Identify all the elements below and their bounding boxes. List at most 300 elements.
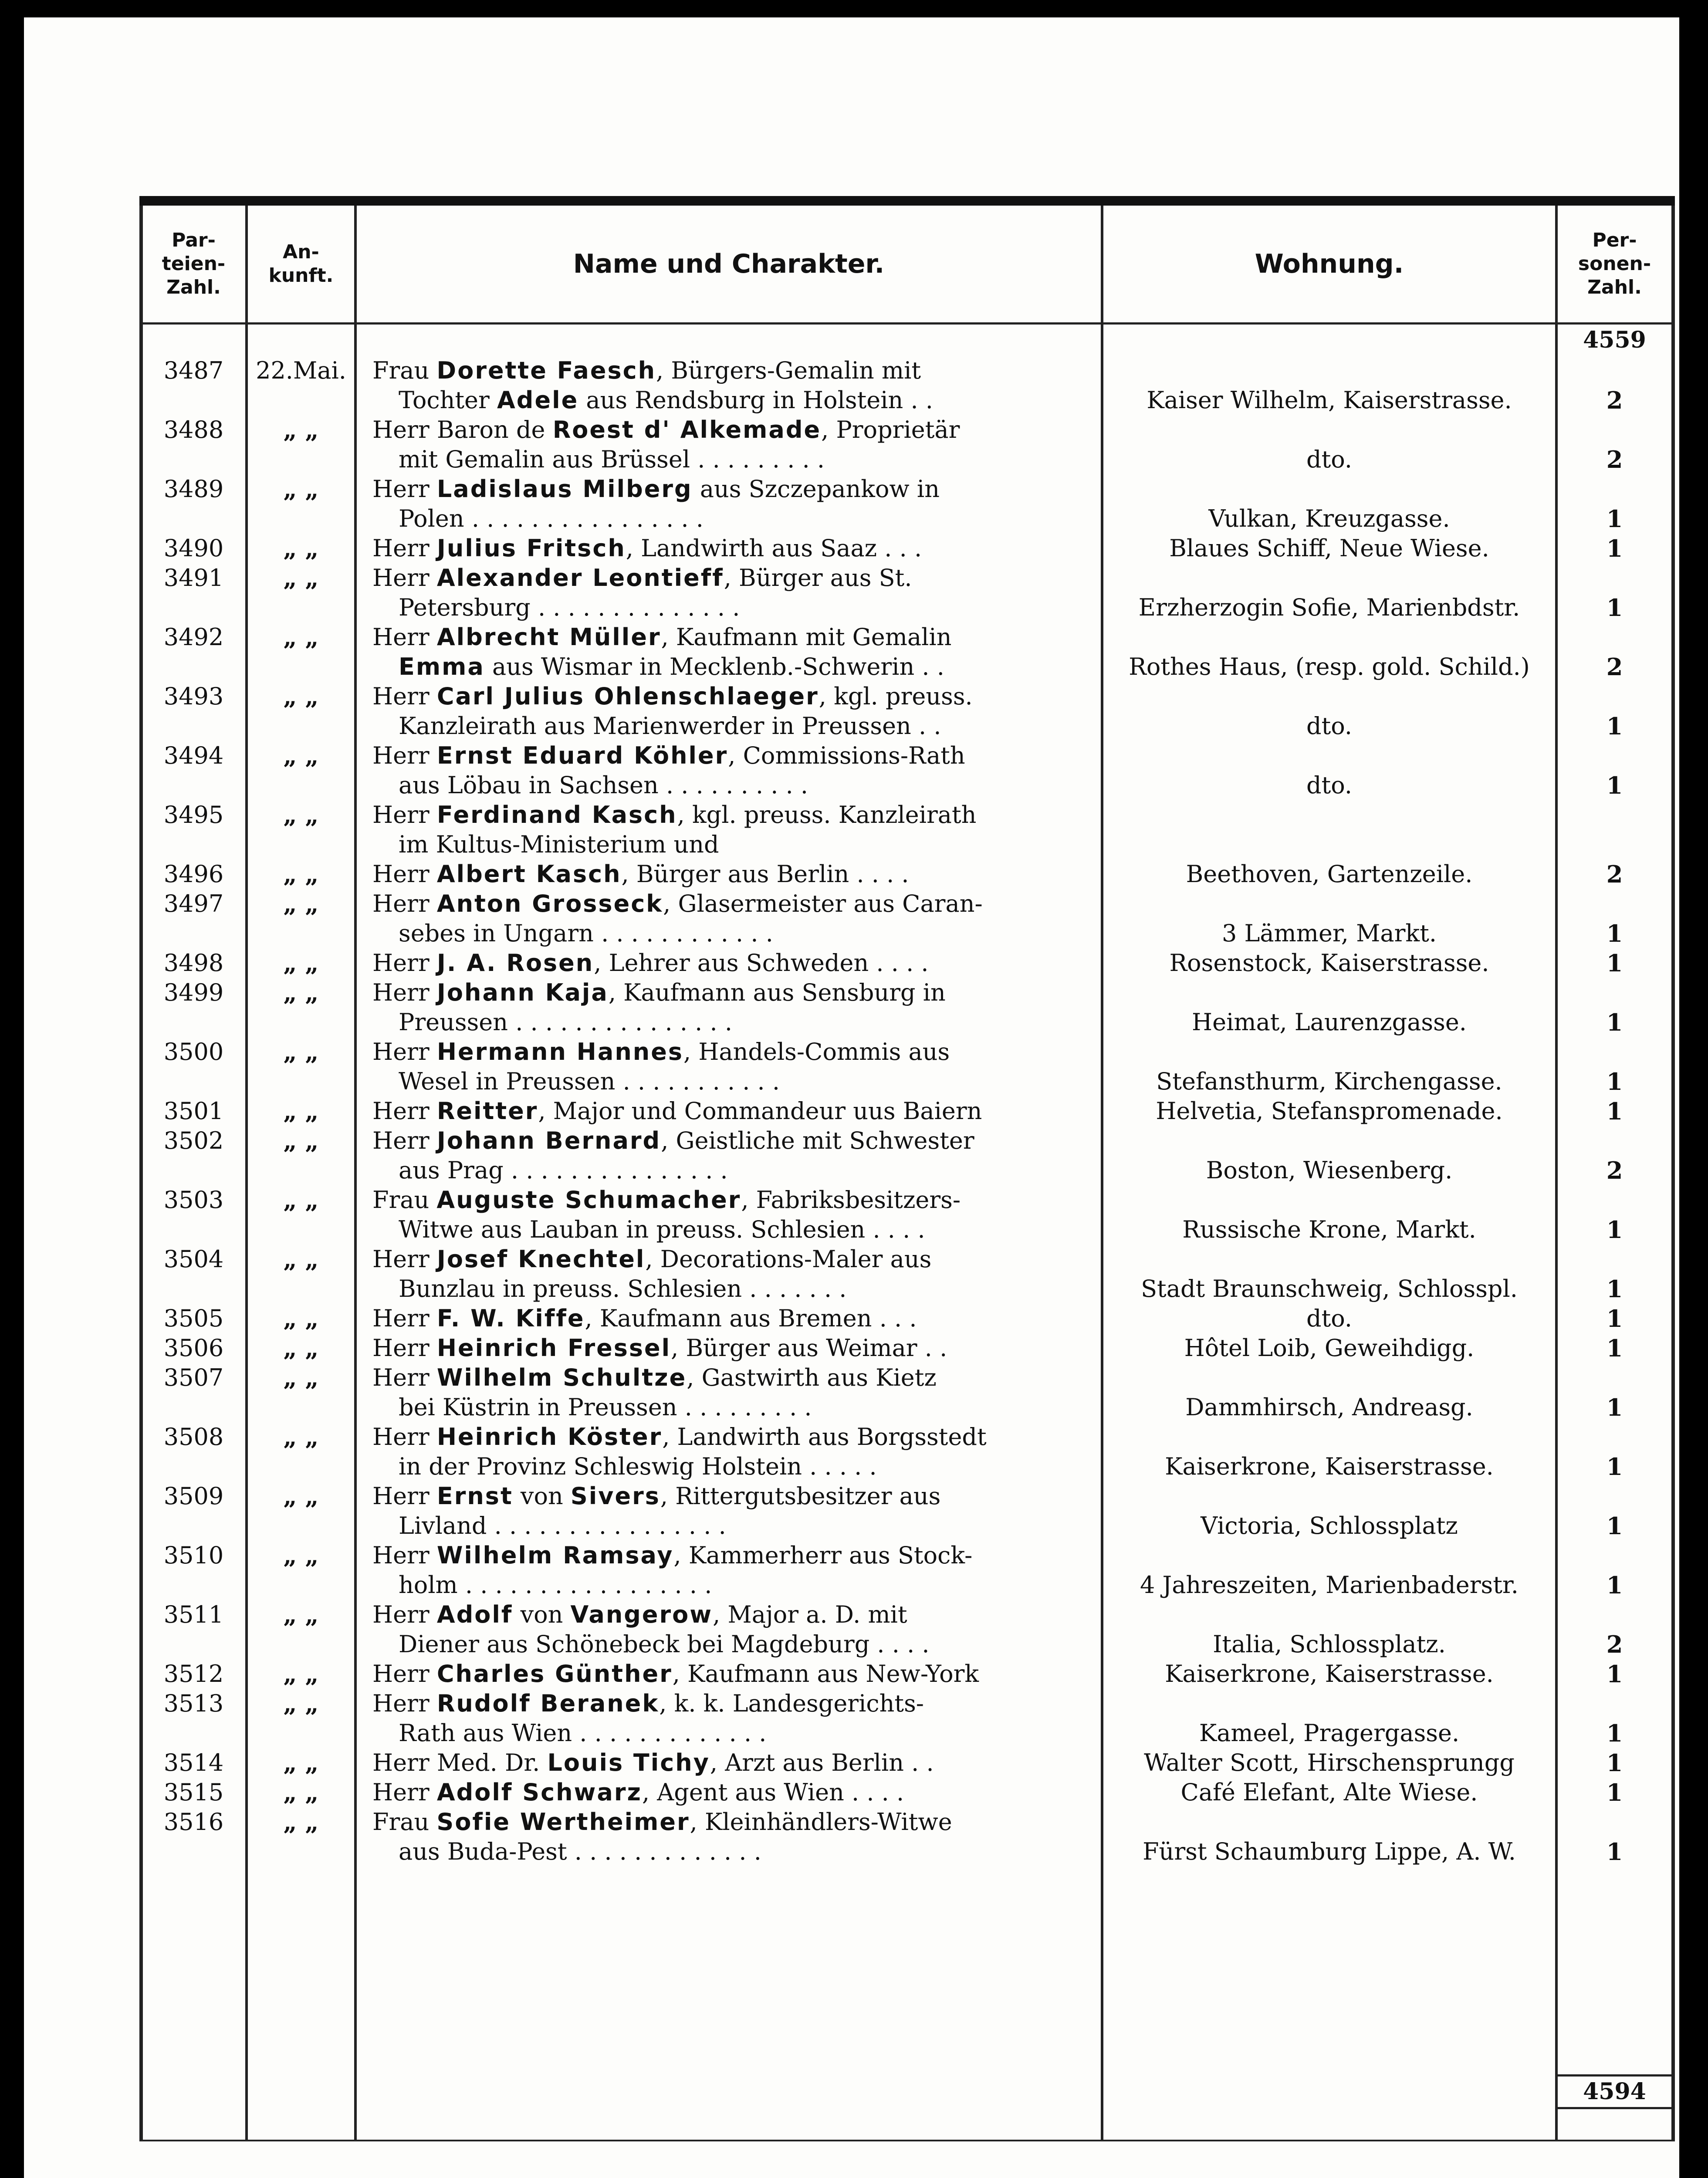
arrival-date: „ „ [283, 1749, 319, 1777]
arrival-date: „ „ [283, 1660, 319, 1688]
name-text: , Geistliche mit Schwester [661, 1127, 974, 1154]
name-text: mit Gemalin aus Brüssel . . . . . . . . . [399, 446, 825, 473]
person-count: 1 [1606, 712, 1623, 740]
lodging: Vulkan, Kreuzgasse. [1208, 505, 1450, 532]
lodging: Russische Krone, Markt. [1182, 1216, 1476, 1243]
name-text: Herr [372, 860, 437, 888]
header-name: Name und Charakter. [573, 249, 885, 279]
guest-name-character [372, 889, 1096, 948]
table-row [139, 1304, 1675, 1333]
name-text: Diener aus Schönebeck bei Magdeburg . . . . [399, 1630, 930, 1658]
lodging: dto. [1306, 771, 1352, 799]
lodging: Beethoven, Gartenzeile. [1186, 860, 1473, 888]
name-text: Herr [372, 1127, 437, 1154]
person-count: 1 [1606, 920, 1623, 947]
person-count: 1 [1606, 1097, 1623, 1125]
guest-name-character [372, 978, 1096, 1037]
name-line [372, 474, 1096, 504]
row-number: 3495 [163, 801, 224, 829]
name-text: aus Buda-Pest . . . . . . . . . . . . . [399, 1838, 761, 1865]
person-count: 1 [1606, 949, 1623, 977]
guest-surname: Wilhelm Ramsay [436, 1542, 674, 1569]
name-line [372, 652, 1096, 682]
table-row [139, 356, 1675, 415]
arrival-date: „ „ [283, 683, 319, 710]
table-row [139, 1659, 1675, 1689]
name-text: Polen . . . . . . . . . . . . . . . . [399, 505, 703, 532]
name-line [372, 1185, 1096, 1215]
name-line [372, 1570, 1096, 1600]
name-text: Herr [372, 1423, 437, 1451]
guest-name-character [372, 1600, 1096, 1659]
name-text: Herr [372, 1364, 437, 1391]
guest-name-character [372, 415, 1096, 474]
guest-surname: Rudolf Beranek [436, 1690, 660, 1717]
guest-surname: Heinrich Fressel [436, 1334, 671, 1362]
guest-name-character [372, 622, 1096, 682]
row-number: 3515 [163, 1779, 224, 1806]
name-text: aus Löbau in Sachsen . . . . . . . . . . [399, 771, 808, 799]
arrival-date: „ „ [283, 1245, 319, 1273]
guest-name-character [372, 1333, 1096, 1363]
lodging: Helvetia, Stefanspromenade. [1156, 1097, 1503, 1125]
table-row [139, 1363, 1675, 1422]
table-row [139, 948, 1675, 978]
register-page [24, 17, 1679, 2178]
row-number: 3497 [163, 890, 224, 917]
lodging: dto. [1306, 712, 1352, 740]
guest-surname: Hermann Hannes [436, 1038, 683, 1065]
row-number: 3500 [163, 1038, 224, 1065]
sum-box [1558, 2074, 1671, 2109]
arrival-date: „ „ [283, 1423, 319, 1451]
arrival-date: „ „ [283, 1542, 319, 1569]
name-text: , Arzt aus Berlin . . [710, 1749, 934, 1776]
name-line [372, 1096, 1096, 1126]
lodging: Kaiserkrone, Kaiserstrasse. [1165, 1660, 1494, 1688]
person-count: 2 [1606, 653, 1623, 681]
name-line [372, 622, 1096, 652]
row-number: 3516 [163, 1808, 224, 1836]
name-line [372, 563, 1096, 593]
name-line [372, 593, 1096, 622]
arrival-date: „ „ [283, 890, 319, 918]
guest-surname: Auguste Schumacher [436, 1186, 741, 1214]
row-number: 3501 [163, 1097, 224, 1125]
guest-name-character [372, 1185, 1096, 1245]
name-text: Herr [372, 1542, 437, 1569]
guest-surname: Heinrich Köster [436, 1423, 663, 1451]
guest-name-character [372, 1037, 1096, 1096]
name-text: , Kaufmann aus Bremen . . . [585, 1305, 917, 1332]
name-line [372, 1422, 1096, 1452]
lodging: Kaiserkrone, Kaiserstrasse. [1165, 1453, 1494, 1480]
arrival-date: „ „ [283, 1482, 319, 1510]
guest-name-character [372, 1096, 1096, 1126]
guest-name-character [372, 682, 1096, 741]
guest-surname: Josef Knechtel [436, 1245, 646, 1273]
name-text: , Kammerherr aus Stock- [673, 1542, 973, 1569]
row-number: 3504 [163, 1245, 224, 1273]
table-row [139, 1481, 1675, 1541]
name-text: von [513, 1601, 571, 1628]
arrival-date: „ „ [283, 742, 319, 770]
person-count: 1 [1606, 1334, 1623, 1362]
guest-name-character [372, 1807, 1096, 1867]
name-text: Frau [372, 1186, 437, 1214]
arrival-date: „ „ [283, 623, 319, 651]
guest-surname: Anton Grosseck [436, 890, 663, 917]
row-number: 3502 [163, 1127, 224, 1154]
person-count: 2 [1606, 1630, 1623, 1658]
table-row [139, 889, 1675, 948]
name-text: aus Prag . . . . . . . . . . . . . . . [399, 1157, 728, 1184]
row-number: 3513 [163, 1690, 224, 1717]
guest-register-table [139, 196, 1675, 2141]
name-text: Herr [372, 1097, 437, 1125]
guest-surname: Reitter [436, 1097, 538, 1125]
guest-surname: Julius Fritsch [436, 534, 626, 562]
guest-name-character [372, 1541, 1096, 1600]
row-number: 3512 [163, 1660, 224, 1688]
name-text: Herr [372, 683, 437, 710]
person-count: 1 [1606, 534, 1623, 562]
guest-name-character [372, 474, 1096, 534]
name-text: , Proprietär [821, 416, 960, 443]
guest-surname: Alexander Leontieff [436, 564, 724, 592]
arrival-date: „ „ [283, 564, 319, 592]
person-count: 1 [1606, 1216, 1623, 1244]
name-text: Herr Med. Dr. [372, 1749, 548, 1776]
name-line [372, 1333, 1096, 1363]
name-line [372, 1481, 1096, 1511]
arrival-date: „ „ [283, 1779, 319, 1806]
name-text: Herr [372, 1334, 437, 1362]
guest-name-character [372, 1126, 1096, 1185]
name-text: , Bürgers-Gemalin mit [656, 357, 921, 384]
arrival-date: „ „ [283, 1808, 319, 1836]
lodging: Dammhirsch, Andreasg. [1185, 1393, 1473, 1421]
name-line [372, 1600, 1096, 1630]
person-count: 2 [1606, 446, 1623, 473]
name-line [372, 1511, 1096, 1541]
name-text: Herr [372, 1038, 437, 1065]
name-text: , Landwirth aus Borgsstedt [662, 1423, 987, 1451]
guest-surname: J. A. Rosen [436, 949, 594, 977]
row-number: 3499 [163, 979, 224, 1006]
name-text: Herr [372, 1305, 437, 1332]
name-line [372, 919, 1096, 948]
guest-surname: F. W. Kiffe [436, 1305, 585, 1332]
name-line [372, 859, 1096, 889]
name-text: Preussen . . . . . . . . . . . . . . . [399, 1008, 732, 1036]
name-text: Rath aus Wien . . . . . . . . . . . . . [399, 1719, 767, 1747]
arrival-date: „ „ [283, 1601, 319, 1629]
guest-surname: Sivers [570, 1482, 660, 1510]
name-text: , Glasermeister aus Caran- [663, 890, 983, 917]
name-line [372, 1037, 1096, 1067]
name-text: aus Szczepankow in [692, 475, 940, 503]
name-line [372, 711, 1096, 741]
arrival-date: „ „ [283, 1364, 319, 1392]
guest-surname: Carl Julius Ohlenschlaeger [436, 683, 819, 710]
guest-surname: Louis Tichy [547, 1749, 710, 1776]
name-text: Herr [372, 564, 437, 592]
name-text: Herr [372, 801, 437, 829]
row-number: 3514 [163, 1749, 224, 1776]
name-line [372, 978, 1096, 1008]
table-row [139, 1807, 1675, 1867]
guest-surname: Ferdinand Kasch [436, 801, 677, 829]
name-text: Herr [372, 949, 437, 977]
name-line [372, 830, 1096, 859]
name-text: sebes in Ungarn . . . . . . . . . . . . [399, 920, 773, 947]
name-text: Bunzlau in preuss. Schlesien . . . . . . . [399, 1275, 847, 1302]
arrival-date: „ „ [283, 1127, 319, 1155]
lodging: Walter Scott, Hirschensprungg [1144, 1749, 1515, 1776]
guest-surname: Albrecht Müller [436, 623, 661, 651]
row-number: 3493 [163, 683, 224, 710]
row-number: 3496 [163, 860, 224, 888]
person-count: 1 [1606, 1719, 1623, 1747]
name-text: Wesel in Preussen . . . . . . . . . . . [399, 1068, 780, 1095]
name-text: Herr [372, 534, 437, 562]
name-text: , Major und Commandeur uus Baiern [538, 1097, 982, 1125]
name-text: , k. k. Landesgerichts- [659, 1690, 924, 1717]
row-number: 3503 [163, 1186, 224, 1214]
lodging: Hôtel Loib, Geweihdigg. [1184, 1334, 1475, 1362]
arrival-date: „ „ [283, 534, 319, 562]
name-text: Herr [372, 1660, 437, 1688]
name-text: , Kleinhändlers-Witwe [690, 1808, 952, 1836]
person-count: 1 [1606, 1779, 1623, 1806]
arrival-date: 22.Mai. [256, 357, 346, 384]
name-text: , Kaufmann mit Gemalin [661, 623, 952, 651]
name-line [372, 1541, 1096, 1570]
arrival-date: „ „ [283, 860, 319, 888]
table-row [139, 800, 1675, 859]
table-row [139, 682, 1675, 741]
name-line [372, 534, 1096, 563]
name-line [372, 1452, 1096, 1481]
lodging: Kaiser Wilhelm, Kaiserstrasse. [1147, 386, 1512, 414]
name-text: , Handels-Commis aus [683, 1038, 950, 1065]
guest-surname: Ernst [436, 1482, 513, 1510]
person-count: 1 [1606, 1068, 1623, 1096]
table-row [139, 1748, 1675, 1778]
name-line [372, 445, 1096, 474]
row-number: 3509 [163, 1482, 224, 1510]
guest-name-character [372, 1481, 1096, 1541]
name-line [372, 889, 1096, 919]
table-row [139, 978, 1675, 1037]
person-count: 2 [1606, 386, 1623, 414]
lodging: 4 Jahreszeiten, Marienbaderstr. [1140, 1571, 1519, 1599]
name-line [372, 386, 1096, 415]
lodging: Victoria, Schlossplatz [1201, 1512, 1458, 1539]
person-count: 2 [1606, 1157, 1623, 1184]
name-text: Tochter [399, 386, 497, 414]
lodging: Rosenstock, Kaiserstrasse. [1169, 949, 1489, 977]
person-count: 1 [1606, 1393, 1623, 1421]
lodging: Erzherzogin Sofie, Marienbdstr. [1138, 594, 1520, 621]
table-row [139, 563, 1675, 622]
name-text: in der Provinz Schleswig Holstein . . . . . [399, 1453, 877, 1480]
lodging: Heimat, Laurenzgasse. [1192, 1008, 1467, 1036]
arrival-date: „ „ [283, 1690, 319, 1718]
table-header [139, 206, 1675, 325]
name-text: , Lehrer aus Schweden . . . . [594, 949, 929, 977]
name-line [372, 682, 1096, 711]
name-line [372, 1126, 1096, 1156]
name-line [372, 1837, 1096, 1867]
guest-surname: Adolf [436, 1601, 513, 1628]
name-line [372, 800, 1096, 830]
name-text: Herr [372, 1779, 437, 1806]
guest-name-character [372, 356, 1096, 415]
guest-surname: Dorette Faesch [436, 357, 656, 384]
name-line [372, 1215, 1096, 1245]
name-text: Herr [372, 742, 437, 769]
table-row [139, 534, 1675, 563]
name-text: Frau [372, 1808, 437, 1836]
table-row [139, 1600, 1675, 1659]
name-text: aus Rendsburg in Holstein . . [578, 386, 933, 414]
person-count: 1 [1606, 1512, 1623, 1540]
header-ankunft: An- kunft. [268, 241, 334, 287]
arrival-date: „ „ [283, 1334, 319, 1362]
table-row [139, 1185, 1675, 1245]
name-text: , Kaufmann aus New-York [672, 1660, 979, 1688]
guest-name-character [372, 1304, 1096, 1333]
name-line [372, 1304, 1096, 1333]
guest-surname: Sofie Wertheimer [436, 1808, 690, 1836]
name-line [372, 504, 1096, 534]
person-count: 1 [1606, 771, 1623, 799]
name-line [372, 1778, 1096, 1807]
guest-name-character [372, 563, 1096, 622]
guest-surname: Johann Kaja [436, 979, 609, 1006]
guest-surname: Wilhelm Schultze [436, 1364, 687, 1391]
table-row [139, 859, 1675, 889]
name-text: , Major a. D. mit [713, 1601, 907, 1628]
guest-surname: Vangerow [570, 1601, 713, 1628]
name-line [372, 1393, 1096, 1422]
guest-name-character [372, 1422, 1096, 1481]
guest-surname: Ladislaus Milberg [436, 475, 693, 503]
arrival-date: „ „ [283, 1038, 319, 1066]
name-text: Herr [372, 979, 437, 1006]
table-row [139, 474, 1675, 534]
name-text: , Decorations-Maler aus [645, 1245, 932, 1273]
guest-surname: Ernst Eduard Köhler [436, 742, 728, 769]
name-text: , Commissions-Rath [728, 742, 965, 769]
name-text: , Gastwirth aus Kietz [687, 1364, 937, 1391]
name-line [372, 1659, 1096, 1689]
name-line [372, 1748, 1096, 1778]
name-text: , kgl. preuss. [818, 683, 973, 710]
person-count: 1 [1606, 1275, 1623, 1303]
row-number: 3507 [163, 1364, 224, 1391]
name-text: bei Küstrin in Preussen . . . . . . . . . [399, 1393, 812, 1421]
row-number: 3488 [163, 416, 224, 443]
lodging: 3 Lämmer, Markt. [1221, 920, 1437, 947]
name-text: , Bürger aus Weimar . . [671, 1334, 947, 1362]
person-count: 1 [1606, 1571, 1623, 1599]
name-line [372, 1156, 1096, 1185]
name-text: , Kaufmann aus Sensburg in [608, 979, 946, 1006]
person-count: 2 [1606, 860, 1623, 888]
name-text: , Landwirth aus Saaz . . . [626, 534, 922, 562]
arrival-date: „ „ [283, 1305, 319, 1333]
guest-name-character [372, 1778, 1096, 1807]
guest-surname: Roest d' Alkemade [552, 416, 822, 443]
lodging: Rothes Haus, (resp. gold. Schild.) [1129, 653, 1530, 680]
name-text: , Fabriksbesitzers- [741, 1186, 961, 1214]
carried-total: 4559 [1583, 327, 1646, 353]
name-text: Livland . . . . . . . . . . . . . . . . [399, 1512, 726, 1539]
name-line [372, 1008, 1096, 1037]
lodging: Fürst Schaumburg Lippe, A. W. [1143, 1838, 1516, 1865]
name-line [372, 1630, 1096, 1659]
name-line [372, 1363, 1096, 1393]
arrival-date: „ „ [283, 416, 319, 444]
row-number: 3489 [163, 475, 224, 503]
name-text: , Bürger aus Berlin . . . . [621, 860, 909, 888]
lodging: dto. [1306, 1305, 1352, 1332]
name-text: von [513, 1482, 571, 1510]
arrival-date: „ „ [283, 1186, 319, 1214]
guest-surname: Johann Bernard [436, 1127, 661, 1154]
table-row [139, 1096, 1675, 1126]
name-text: Herr [372, 1245, 437, 1273]
row-number: 3490 [163, 534, 224, 562]
arrival-date: „ „ [283, 979, 319, 1007]
name-text: Herr [372, 475, 437, 503]
name-text: Herr [372, 890, 437, 917]
lodging: Italia, Schlossplatz. [1213, 1630, 1446, 1658]
guest-name-character [372, 948, 1096, 978]
guest-name-character [372, 1659, 1096, 1689]
name-text: , Agent aus Wien . . . . [642, 1779, 904, 1806]
guest-name-character [372, 1689, 1096, 1748]
name-text: aus Wismar in Mecklenb.-Schwerin . . [484, 653, 944, 680]
final-total: 4594 [1583, 2078, 1646, 2105]
name-text: im Kultus-Ministerium und [399, 831, 719, 858]
name-text: Petersburg . . . . . . . . . . . . . . [399, 594, 740, 621]
person-count: 1 [1606, 1305, 1623, 1333]
header-wohnung: Wohnung. [1255, 249, 1404, 279]
lodging: Stadt Braunschweig, Schlosspl. [1141, 1275, 1518, 1302]
name-line [372, 1067, 1096, 1096]
guest-name-character [372, 1748, 1096, 1778]
guest-name-character [372, 741, 1096, 800]
lodging: Boston, Wiesenberg. [1206, 1157, 1453, 1184]
name-line [372, 415, 1096, 445]
guest-name-character [372, 1245, 1096, 1304]
table-row [139, 1245, 1675, 1304]
name-line [372, 1807, 1096, 1837]
guest-surname: Charles Günther [436, 1660, 673, 1688]
name-line [372, 741, 1096, 771]
row-number: 3510 [163, 1542, 224, 1569]
row-number: 3511 [163, 1601, 224, 1628]
name-text: , Rittergutsbesitzer aus [660, 1482, 941, 1510]
arrival-date: „ „ [283, 1097, 319, 1125]
table-row [139, 1037, 1675, 1096]
table-row [139, 1126, 1675, 1185]
table-row [139, 1541, 1675, 1600]
